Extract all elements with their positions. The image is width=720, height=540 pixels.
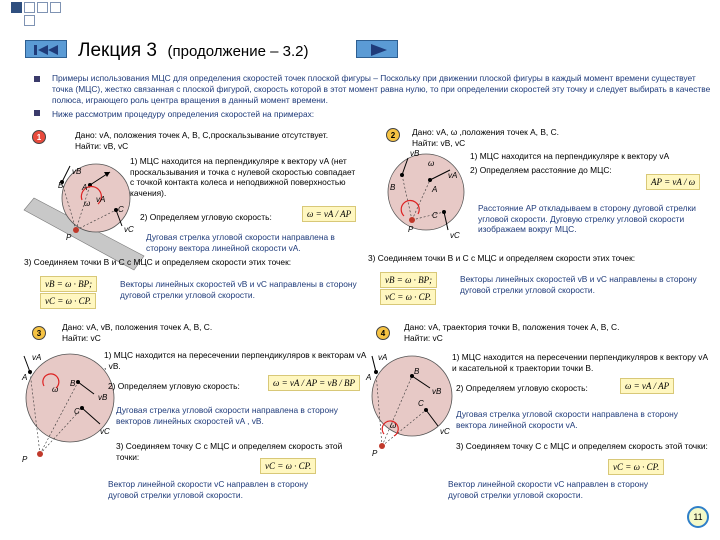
ex3-step1: 1) МЦС находится на пересечении перпендикуляров к векторам vA , vB. — [104, 350, 366, 371]
ex4-step3: 3) Соединяем точку C с МЦС и определяем скорость этой точки: — [456, 441, 708, 451]
ex1-step3: 3) Соединяем точки B и C с МЦС и определяем скорости этих точек: — [24, 257, 292, 267]
ex2-label-va: vA — [448, 171, 458, 180]
ex3-label-c: C — [74, 407, 80, 416]
ex3-label-vb: vB — [98, 393, 108, 402]
ex1-label-c: C — [118, 205, 124, 214]
ex4-label-b: B — [414, 367, 420, 376]
ex2-label-vc: vC — [450, 231, 460, 240]
play-icon — [357, 41, 399, 59]
ex4-label-vc: vC — [440, 427, 450, 436]
ex1-label-vc: vC — [124, 225, 134, 234]
ex2-wheel-diagram — [382, 150, 472, 240]
ex3-label-b: B — [70, 379, 76, 388]
ex2-label-a: A — [432, 185, 438, 194]
ex1-step1: 1) МЦС находится на перпендикуляре к вектору vA (нет проскальзывания и точка с нулевой скоростью совпадает с точкой контакта колеса и неподвижной поверхностью качения). — [130, 156, 356, 198]
intro-paragraph-2: Ниже рассмотрим процедуру определения скоростей на примерах: — [52, 109, 315, 119]
decor-square — [24, 2, 35, 13]
ex3-body-diagram — [20, 350, 130, 464]
ex4-label-c: C — [418, 399, 424, 408]
nav-end-button[interactable] — [356, 40, 398, 58]
ex1-label-b: B — [58, 181, 64, 190]
ex2-label-vb: vB — [410, 149, 420, 158]
ex3-formula-omega: ω = vA / AP = vB / BP — [268, 375, 360, 391]
ex1-step2: 2) Определяем угловую скорость: — [140, 212, 272, 222]
decor-square — [24, 15, 35, 26]
ex4-step1: 1) МЦС находится на пересечении перпендикуляров к вектору vA и касательной к траектории точки B. — [452, 352, 708, 373]
ex3-find: Найти: vC — [62, 333, 101, 343]
ex3-label-a: A — [22, 373, 28, 382]
ex2-arrow-note: Расстояние AP откладываем в сторону дуговой стрелки угловой скорости. Дуговую стрелку угловой скорости изображаем вокруг МЦС. — [478, 203, 696, 234]
ex3-arrow-note: Дуговая стрелка угловой скорости направлена в сторону векторов линейных скоростей vA , vB. — [116, 405, 338, 426]
example-2-number: 2 — [386, 128, 400, 142]
ex1-result: Векторы линейных скоростей vB и vC направлены в сторону дуговой стрелки угловой скорости. — [120, 279, 357, 300]
ex2-label-b: B — [390, 183, 396, 192]
ex3-given: Дано: vA, vB, положения точек A, B, C. — [62, 322, 213, 332]
ex2-given: Дано: vA, ω ,положения точек A, B, C. — [412, 127, 559, 137]
example-3-number: 3 — [32, 326, 46, 340]
ex2-step3: 3) Соединяем точки B и C с МЦС и определяем скорости этих точек: — [368, 253, 636, 263]
ex3-label-omega: ω — [52, 385, 59, 394]
bullet — [34, 76, 40, 82]
nav-start-button[interactable] — [25, 40, 67, 58]
ex1-label-vb: vB — [72, 167, 82, 176]
ex3-step2: 2) Определяем угловую скорость: — [108, 381, 240, 391]
ex4-given: Дано: vA, траектория точки B, положения точек A, B, C. — [404, 322, 620, 332]
ex4-label-va: vA — [378, 353, 388, 362]
ex4-label-omega: ω — [390, 421, 397, 430]
example-1-number: 1 — [32, 130, 46, 144]
ex4-formula-omega: ω = vA / AP — [620, 378, 674, 394]
skip-back-icon — [26, 41, 68, 59]
ex2-step2: 2) Определяем расстояние до МЦС: — [470, 165, 612, 175]
ex2-formula-vb: vB = ω · BP; — [380, 272, 437, 288]
page-number: 11 — [687, 506, 709, 528]
ex1-find: Найти: vB, vC — [75, 141, 129, 151]
ex4-label-vb: vB — [432, 387, 442, 396]
ex1-formula-vb: vB = ω · BP; — [40, 276, 97, 292]
page-title — [78, 40, 308, 62]
ex2-formula-vc: vC = ω · CP. — [380, 289, 436, 305]
example-4-number: 4 — [376, 326, 390, 340]
ex1-label-p: P — [66, 233, 72, 242]
ex2-result: Векторы линейных скоростей vB и vC направлены в сторону дуговой стрелки угловой скорости. — [460, 274, 697, 295]
decor-square — [37, 2, 48, 13]
ex4-label-p: P — [372, 449, 378, 458]
ex2-label-p: P — [408, 225, 414, 234]
ex2-label-c: C — [432, 211, 438, 220]
bullet — [34, 110, 40, 116]
ex4-find: Найти: vC — [404, 333, 443, 343]
ex2-find: Найти: vB, vC — [412, 138, 466, 148]
ex2-step1: 1) МЦС находится на перпендикуляре к вектору vA — [470, 151, 670, 161]
ex3-result: Вектор линейной скорости vC направлен в сторону дуговой стрелки угловой скорости. — [108, 479, 309, 500]
intro-paragraph: Примеры использования МЦС для определения скоростей точек плоской фигуры – Поскольку при движении плоской фигуры в каждый момент времени существует точка (МЦС), жестко связанная с плоской фигурой, скорость которой в этот момент равна нулю, то при определении скоростей эту точку и следует выбирать в качестве полюса, играющего роль центра вращения в данный момент времени. — [52, 73, 711, 106]
ex1-label-omega: ω — [84, 199, 91, 208]
lecture-subtitle: (продолжение – 3.2) — [167, 43, 309, 60]
ex3-step3: 3) Соединяем точку C с МЦС и определяем скорость этой точки: — [116, 441, 343, 462]
ex1-formula-omega: ω = vA / AP — [302, 206, 356, 222]
ex4-step2: 2) Определяем угловую скорость: — [456, 383, 588, 393]
ex4-formula-vc: vC = ω · CP. — [608, 459, 664, 475]
ex2-formula-ap: AP = vA / ω — [646, 174, 700, 190]
ex4-body-diagram — [366, 352, 456, 458]
ex2-label-omega: ω — [428, 159, 435, 168]
decor-square — [11, 2, 22, 13]
ex1-arrow-note: Дуговая стрелка угловой скорости направлена в сторону вектора линейной скорости vA. — [146, 232, 335, 253]
ex3-label-vc: vC — [100, 427, 110, 436]
ex3-label-p: P — [22, 455, 28, 464]
ex1-given: Дано: vA, положения точек A, B, C,проскальзывание отсутствует. — [75, 130, 329, 140]
ex4-arrow-note: Дуговая стрелка угловой скорости направлена в сторону вектора линейной скорости vA. — [456, 409, 678, 430]
ex1-label-va: vA — [96, 195, 106, 204]
ex3-formula-vc: vC = ω · CP. — [260, 458, 316, 474]
ex1-formula-vc: vC = ω · CP. — [40, 293, 96, 309]
ex3-label-va: vA — [32, 353, 42, 362]
ex4-label-a: A — [366, 373, 372, 382]
decor-square — [50, 2, 61, 13]
ex1-label-a: A — [82, 183, 88, 192]
lecture-title: Лекция 3 — [78, 40, 157, 61]
ex4-result: Вектор линейной скорости vC направлен в сторону дуговой стрелки угловой скорости. — [448, 479, 649, 500]
